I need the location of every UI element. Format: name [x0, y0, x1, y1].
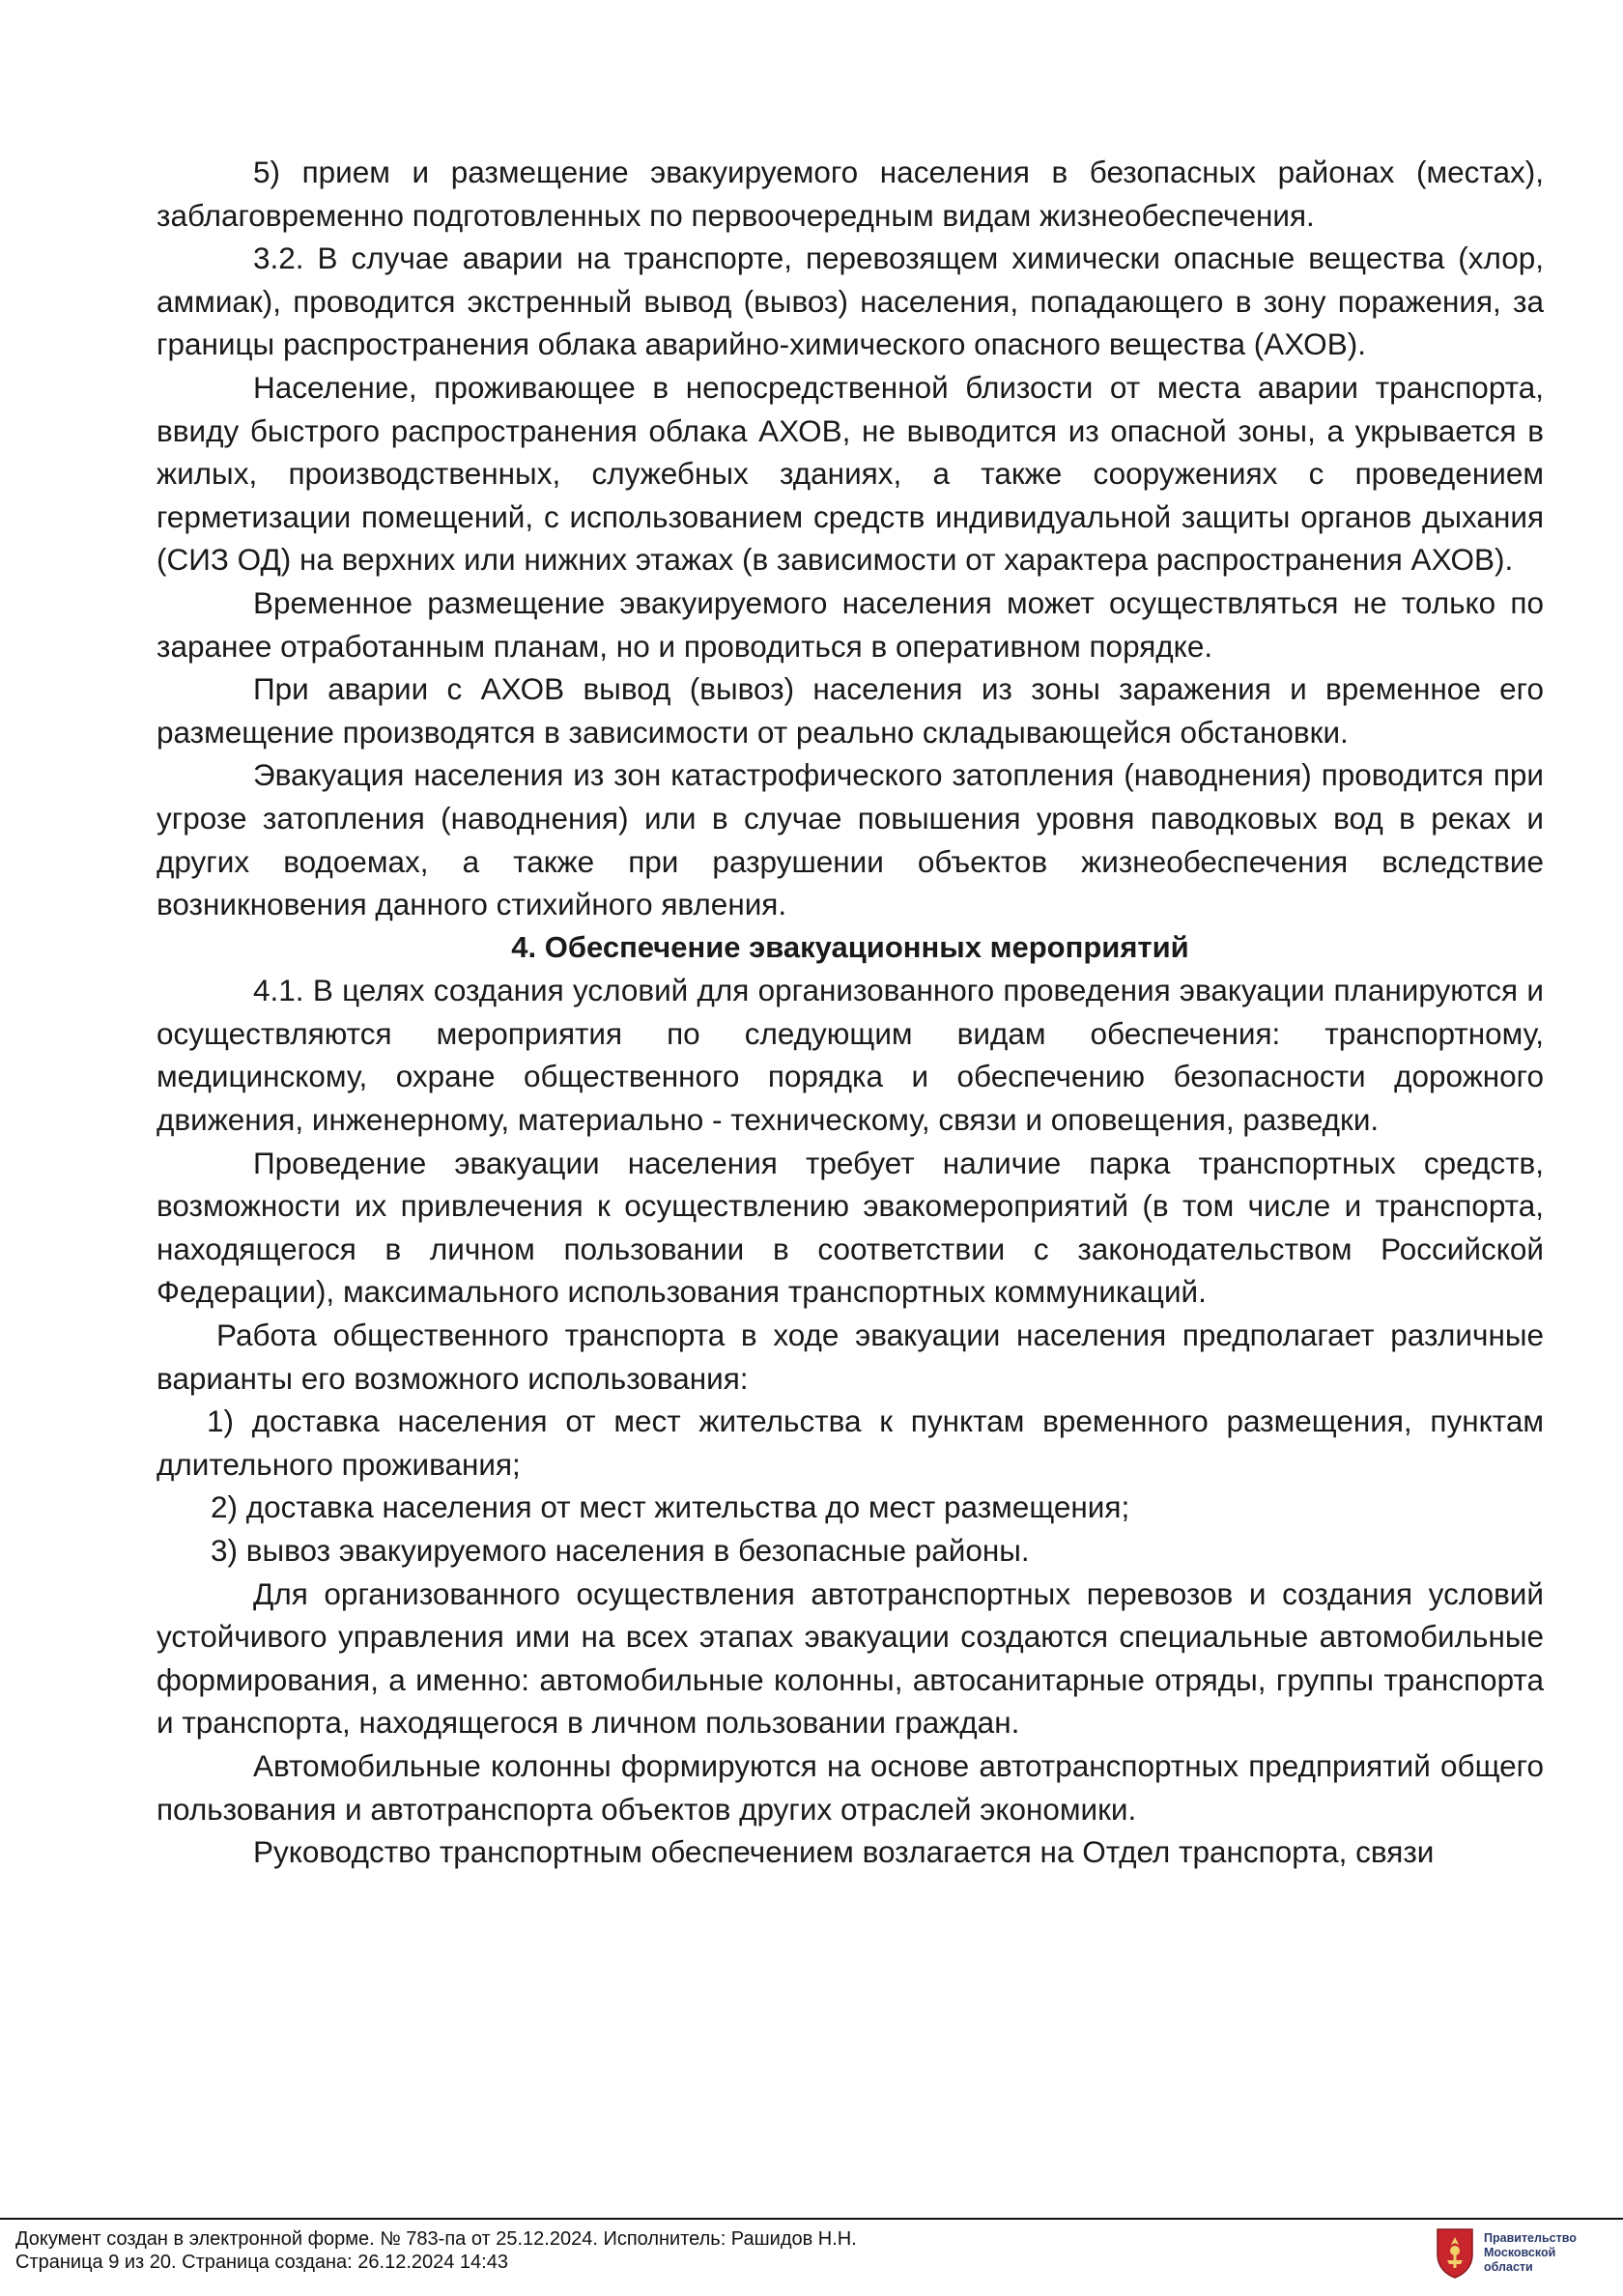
logo-caption-line2: Московской области [1484, 2245, 1556, 2274]
logo-caption [1484, 2231, 1608, 2275]
paragraph-transport-management: Руководство транспортным обеспечением возлагается на Отдел транспорта, связи [253, 1834, 1435, 1870]
coat-of-arms-icon [1434, 2225, 1476, 2280]
footer-document-line: Документ создан в электронной форме. № 783-па от 25.12.2024. Исполнитель: Рашидов Н.Н. [15, 2228, 857, 2250]
list-item-1: 1) доставка населения от мест жительства к пунктам временного размещения, пунктам длительного проживания; [157, 1403, 1544, 1482]
paragraph-auto-columns: Автомобильные колонны формируются на основе автотранспортных предприятий общего пользования и автотранспорта объектов других отраслей экономики. [157, 1747, 1544, 1827]
paragraph-3-2: 3.2. В случае аварии на транспорте, перевозящем химически опасные вещества (хлор, аммиак), проводится экстренный вывод (вывоз) населения, попадающего в зону поражения, за границы распространения облака аварийно-химического опасного вещества (АХОВ). [157, 241, 1544, 362]
paragraph-temporary-placement: Временное размещение эвакуируемого населения может осуществляться не только по заранее отработанным планам, но и проводиться в оперативном порядке. [157, 584, 1544, 664]
section-heading: 4. Обеспечение эвакуационных мероприятий [511, 929, 1189, 964]
paragraph-public-transport: Работа общественного транспорта в ходе эвакуации населения предполагает различные варианты его возможного использования: [157, 1318, 1544, 1396]
footer-page-line: Страница 9 из 20. Страница создана: 26.12.2024 14:43 [15, 2252, 508, 2273]
footer-info [15, 2227, 1368, 2274]
footer-divider [0, 2218, 1623, 2220]
logo-caption-line1: Правительство [1484, 2230, 1577, 2245]
paragraph-transport-fleet: Проведение эвакуации населения требует наличие парка транспортных средств, возможности их привлечения к осуществлению эвакомероприятий (в том числе и транспорта, находящегося в личном пользовании в соответствии с законодательством Российской Федерации), максимального использования транспортных коммуникаций. [157, 1145, 1544, 1310]
paragraph-population-shelter: Население, проживающее в непосредственной близости от места аварии транспорта, ввиду быстрого распространения облака АХОВ, не выводится из опасной зоны, а укрывается в жилых, производственных, служебных зданиях, а также сооружениях с проведением герметизации помещений, с использованием средств индивидуальной защиты органов дыхания (СИЗ ОД) на верхних или нижних этажах (в зависимости от характера распространения АХОВ). [157, 369, 1544, 578]
paragraph-item-5: 5) прием и размещение эвакуируемого населения в безопасных районах (местах), заблаговременно подготовленных по первоочередным видам жизнеобеспечения. [157, 155, 1544, 233]
paragraph-4-1: 4.1. В целях создания условий для организованного проведения эвакуации планируются и осуществляются мероприятия по следующим видам обеспечения: транспортному, медицинскому, охране общественного порядка и обеспечению безопасности дорожного движения, инженерному, материально - техническому, связи и оповещения, разведки. [157, 973, 1544, 1138]
paragraph-flood-evacuation: Эвакуация населения из зон катастрофического затопления (наводнения) проводится при угрозе затопления (наводнения) или в случае повышения уровня паводковых вод в реках и других водоемах, а также при разрушении объектов жизнеобеспечения вследствие возникновения данного стихийного явления. [157, 757, 1544, 922]
paragraph-ahov-evacuation: При аварии с АХОВ вывод (вывоз) населения из зоны заражения и временное его размещение производятся в зависимости от реально складывающейся обстановки. [157, 671, 1544, 750]
government-logo [1434, 2224, 1608, 2282]
list-item-3: 3) вывоз эвакуируемого населения в безопасные районы. [211, 1533, 1030, 1568]
paragraph-auto-formations: Для организованного осуществления автотранспортных перевозов и создания условий устойчивого управления ими на всех этапах эвакуации создаются специальные автомобильные формирования, а именно: автомобильные колонны, автосанитарные отряды, группы транспорта и транспорта, находящегося в личном пользовании граждан. [157, 1575, 1544, 1741]
document-body [157, 151, 1544, 1874]
list-item-2: 2) доставка населения от мест жительства до мест размещения; [211, 1489, 1130, 1525]
